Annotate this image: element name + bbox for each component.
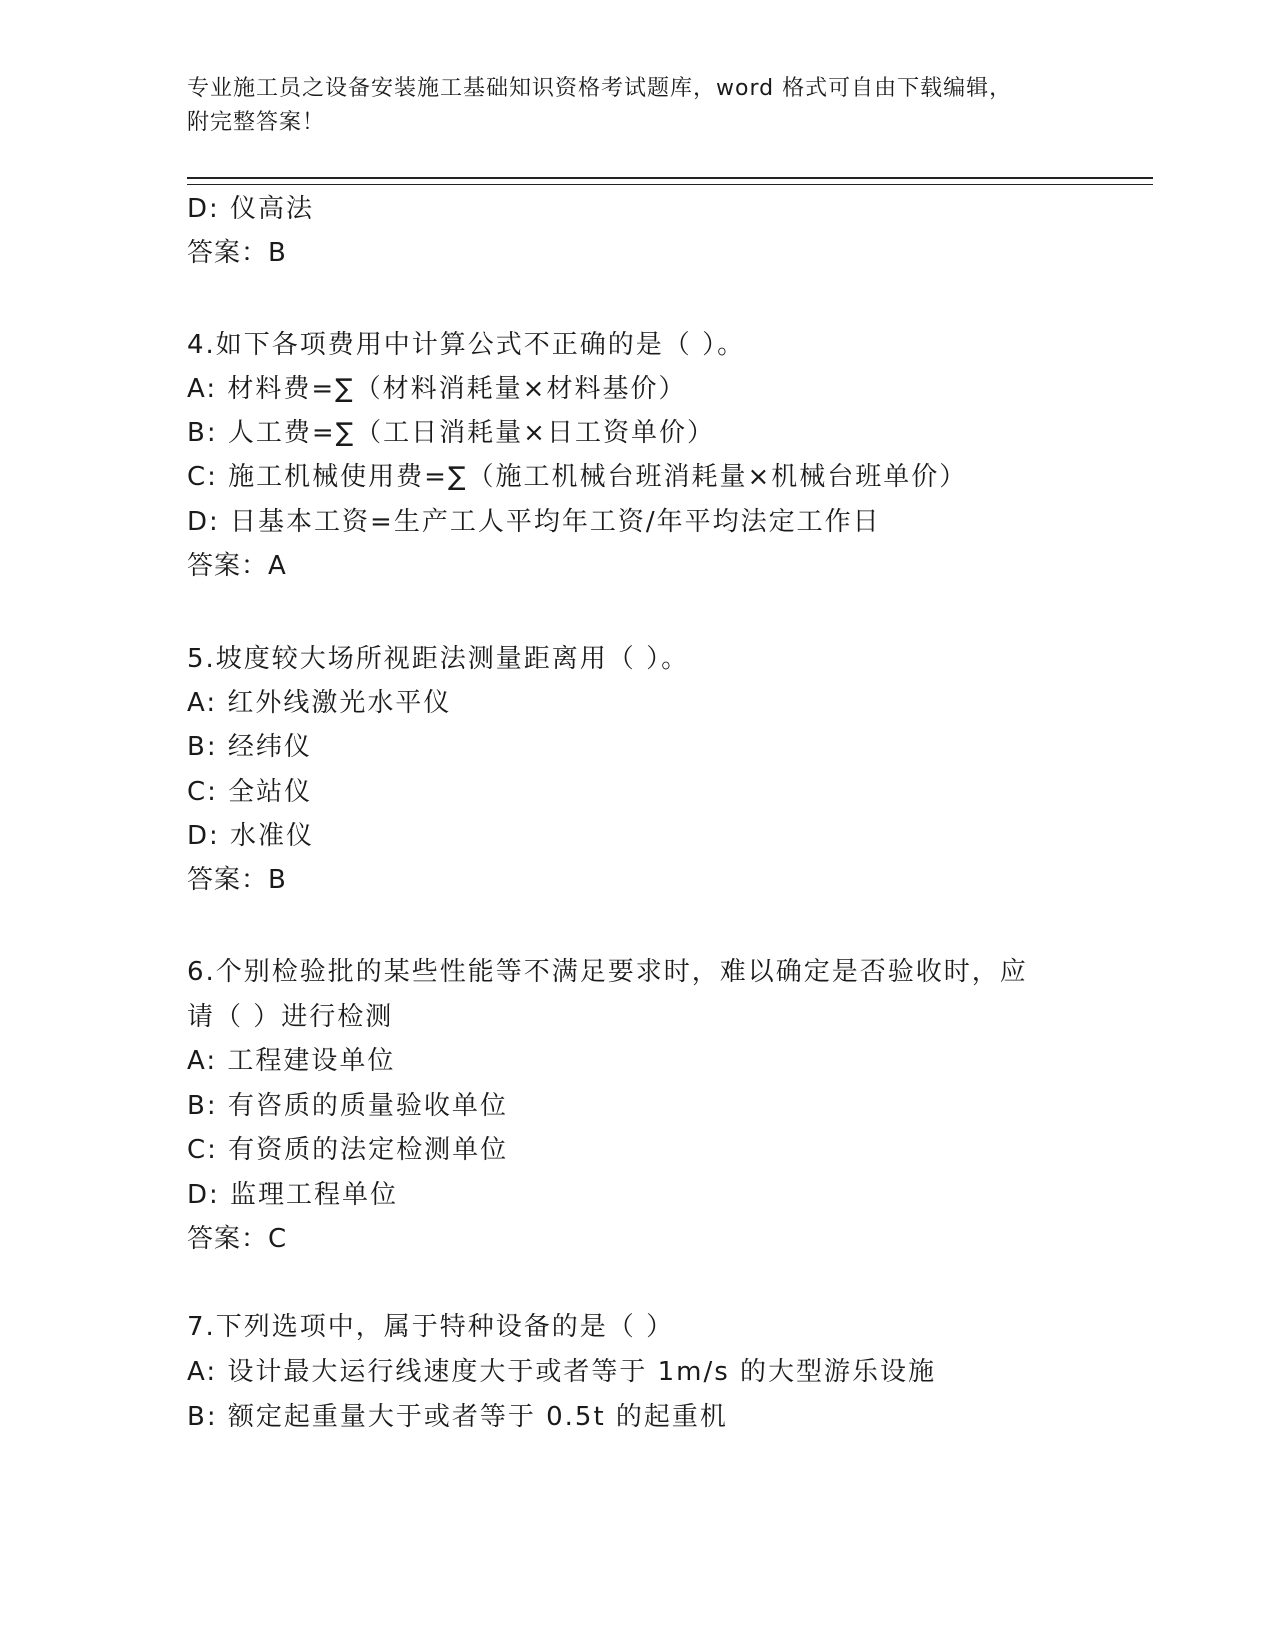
option-line: A: 设计最大运行线速度大于或者等于 1m/s 的大型游乐设施	[187, 1357, 937, 1387]
option-line: D: 水准仪	[187, 821, 315, 851]
option-line: A: 红外线激光水平仪	[187, 688, 452, 718]
header-rule-thick	[187, 177, 1153, 179]
option-line: A: 工程建设单位	[187, 1046, 396, 1076]
question-line: 请（ ）进行检测	[187, 1002, 394, 1032]
option-line: B: 人工费=∑（工日消耗量×日工资单价）	[187, 418, 715, 448]
question-line: 7.下列选项中，属于特种设备的是（ ）	[187, 1312, 675, 1342]
option-line: B: 经纬仪	[187, 732, 312, 762]
question-line: 4.如下各项费用中计算公式不正确的是（ ）。	[187, 330, 746, 360]
question-line: 6.个别检验批的某些性能等不满足要求时，难以确定是否验收时，应	[187, 957, 1028, 987]
option-line: D: 仪高法	[187, 194, 315, 224]
answer-line: 答案：B	[187, 238, 287, 268]
answer-line: 答案：C	[187, 1224, 288, 1254]
answer-line: 答案：A	[187, 551, 287, 581]
document-header	[187, 72, 1087, 140]
option-line: C: 有资质的法定检测单位	[187, 1135, 509, 1165]
header-line-2: 附完整答案！	[187, 110, 326, 135]
question-line: 5.坡度较大场所视距法测量距离用（ ）。	[187, 644, 690, 674]
option-line: B: 额定起重量大于或者等于 0.5t 的起重机	[187, 1402, 728, 1432]
header-line-1: 专业施工员之设备安装施工基础知识资格考试题库，word 格式可自由下载编辑，	[187, 76, 1013, 101]
option-line: D: 日基本工资=生产工人平均年工资/年平均法定工作日	[187, 507, 881, 537]
answer-line: 答案：B	[187, 865, 287, 895]
option-line: B: 有咨质的质量验收单位	[187, 1091, 508, 1121]
header-rule-thin	[187, 184, 1153, 185]
option-line: D: 监理工程单位	[187, 1180, 399, 1210]
option-line: C: 施工机械使用费=∑（施工机械台班消耗量×机械台班单价）	[187, 462, 968, 492]
option-line: A: 材料费=∑（材料消耗量×材料基价）	[187, 374, 687, 404]
option-line: C: 全站仪	[187, 777, 313, 807]
